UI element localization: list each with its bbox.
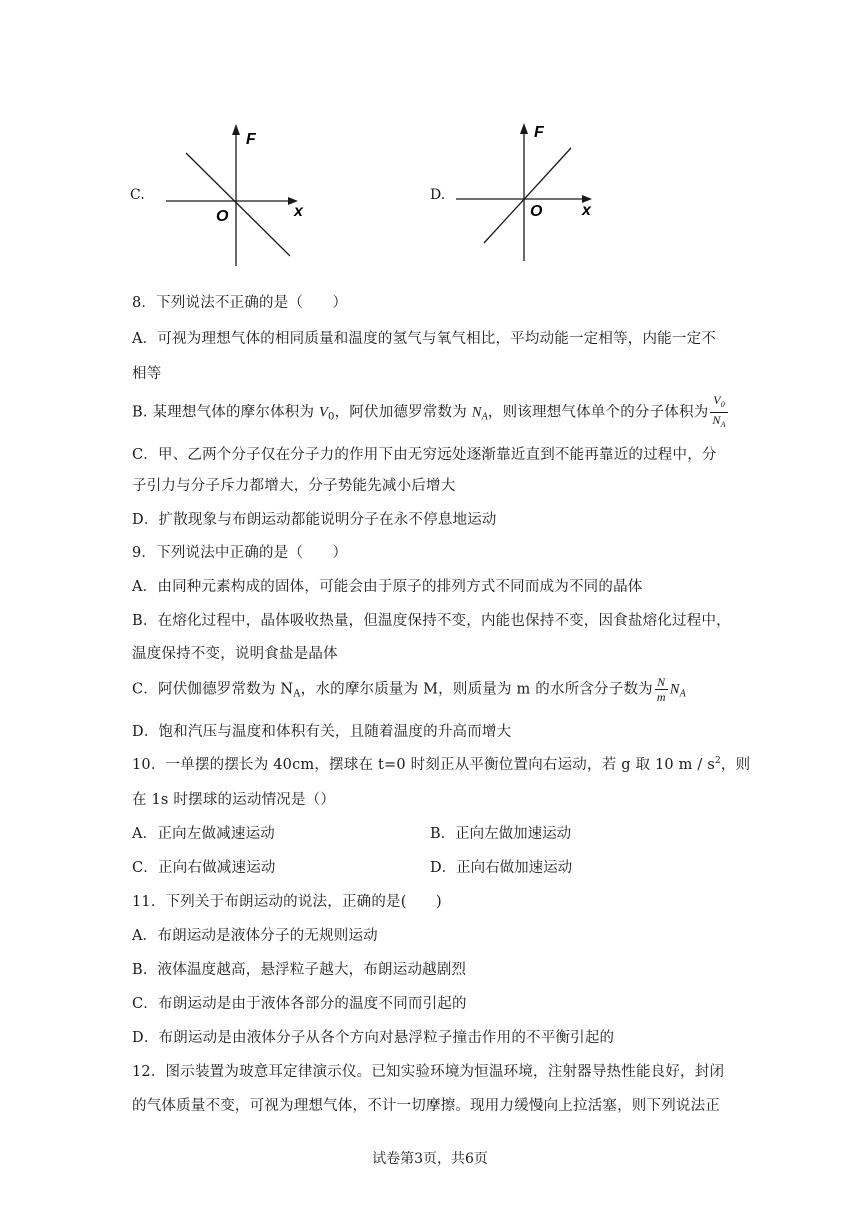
q10-stem-line1 [132,753,750,774]
q10-option-d: D．正向右做加速运动 [430,860,573,876]
q10-stem-line2: 在 1s 时摆球的运动情况是（） [132,792,336,808]
q11-option-a: A．布朗运动是液体分子的无规则运动 [132,928,378,944]
q8-b-v: V [318,404,329,421]
q11-option-b: B．液体温度越高，悬浮粒子越大，布朗运动越剧烈 [132,962,467,978]
q8-stem: 8．下列说法不正确的是（ ） [132,295,348,311]
q9-c-mid: ，水的摩尔质量为 M，则质量为 m 的水所含分子数为 [300,681,653,698]
q9-c-pre: C．阿伏伽德罗常数为 N [132,681,294,698]
graph-c-line [186,153,290,256]
q8-option-b [132,393,730,432]
q9-c-tail: N [669,681,680,698]
q9-option-a: A．由同种元素构成的固体，可能会由于原子的排列方式不同而成为不同的晶体 [132,579,643,595]
graph-d-x-label: x [582,202,591,219]
q8-option-c-line2: 子引力与分子斥力都增大，分子势能先减小后增大 [132,478,456,494]
q9-option-b-line2: 温度保持不变，说明食盐是晶体 [132,646,338,662]
q9-option-c [132,675,686,704]
q8-b-frac-num-sub: 0 [720,400,725,409]
graph-c-x-label: x [294,203,303,220]
graph-d [450,115,610,265]
q10-stem-sup: 2 [714,756,721,766]
q11-stem: 11．下列关于布朗运动的说法，正确的是( ) [132,894,442,910]
q8-b-fraction [710,393,727,432]
q8-b-n: N [471,404,482,421]
q8-option-a-line2: 相等 [132,366,162,382]
q8-option-c-line1: C．甲、乙两个分子仅在分子力的作用下由无穷远处逐渐靠近直到不能再靠近的过程中，分 [132,447,717,463]
q10-stem-post: ，则 [720,757,751,773]
q9-c-frac-den: m [656,690,666,704]
q11-option-d: D．布朗运动是由液体分子从各个方向对悬浮粒子撞击作用的不平衡引起的 [132,1030,615,1046]
q9-option-d: D．饱和汽压与温度和体积有关，且随着温度的升高而增大 [132,724,512,740]
q8-b-post: ，则该理想气体单个的分子体积为 [487,404,709,421]
graph-c [150,118,310,270]
q10-stem-pre: 10．一单摆的摆长为 40cm，摆球在 t=0 时刻正从平衡位置向右运动，若 g 取 10 m / s [132,757,715,773]
q8-b-frac-den-sub: A [720,420,726,429]
q12-stem-line1: 12．图示装置为玻意耳定律演示仪。已知实验环境为恒温环境，注射器导热性能良好，封闭 [132,1064,725,1080]
q9-c-fraction [655,675,668,704]
graph-c-origin-label: O [216,208,229,225]
q8-b-n-sub: A [481,411,488,423]
q9-c-tail-sub: A [679,688,686,700]
q8-option-d: D．扩散现象与布朗运动都能说明分子在永不停息地运动 [132,512,497,528]
page-footer: 试卷第3页，共6页 [372,1151,488,1167]
q10-option-b: B．正向左做加速运动 [430,826,572,842]
q12-stem-line2: 的气体质量不变，可视为理想气体，不计一切摩擦。现用力缓慢向上拉活塞，则下列说法正 [132,1098,720,1114]
q11-option-c: C．布朗运动是由于液体各部分的温度不同而引起的 [132,996,467,1012]
q9-c-sub: A [293,688,301,700]
q10-option-a: A．正向左做减速运动 [132,826,275,842]
q10-option-c: C．正向右做减速运动 [132,860,276,876]
q9-stem: 9．下列说法中正确的是（ ） [132,545,348,561]
q8-b-v-sub: 0 [328,411,335,423]
graph-d-f-label: F [534,124,544,141]
graph-d-origin-label: O [530,203,543,220]
graph-d-line [484,148,571,243]
graph-c-y-arrow [232,124,240,135]
option-d-letter: D. [430,187,446,203]
graph-c-f-label: F [246,131,256,148]
option-c-letter: C. [130,187,145,203]
q8-option-a-line1: A．可视为理想气体的相同质量和温度的氢气与氧气相比，平均动能一定相等，内能一定不 [132,331,716,347]
q9-c-frac-num: N [655,675,668,690]
q8-b-frac-den: N [712,413,721,427]
q8-b-mid: ，阿伏加德罗常数为 [334,404,472,421]
graph-d-y-arrow [520,123,528,134]
q8-b-pre: B. 某理想气体的摩尔体积为 [132,404,319,421]
q8-b-frac-num: V [713,393,721,407]
q9-option-b-line1: B．在熔化过程中，晶体吸收热量，但温度保持不变，内能也保持不变，因食盐熔化过程中， [132,613,731,629]
